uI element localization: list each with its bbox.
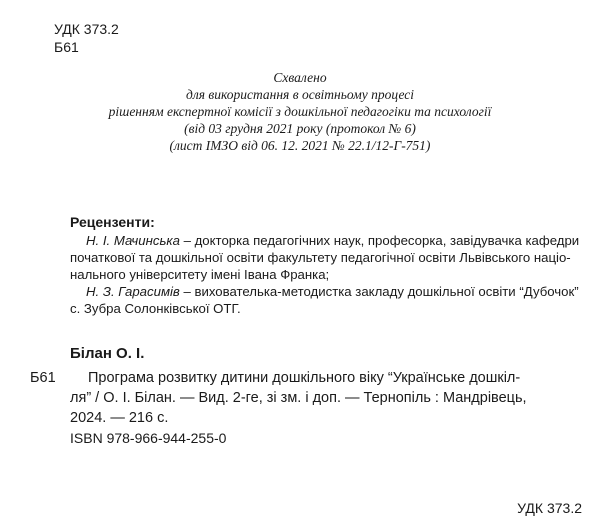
book-author: Білан О. І.	[70, 345, 145, 362]
reviewer-1-name: Н. І. Мачинська	[86, 233, 180, 248]
reviewer-2-line-1	[70, 283, 582, 300]
reviewer-1-title: – докторка педагогічних наук, професорка, завідувачка кафедри	[179, 233, 580, 248]
reviewer-2-name: Н. З. Гарасимів	[86, 284, 180, 299]
book-catalog-index: Б61	[30, 370, 56, 386]
biblio-line-2: ля” / О. І. Білан. — Вид. 2-ге, зі зм. і доп. — Тернопіль : Мандрівець,	[70, 390, 527, 406]
catalog-index: Б61	[54, 39, 79, 55]
reviewer-1-line-1	[70, 232, 582, 249]
isbn: ISBN 978-966-944-255-0	[70, 430, 227, 446]
approval-line-4: (від 03 грудня 2021 року (протокол № 6)	[184, 121, 416, 136]
udk-header	[54, 20, 119, 56]
reviewer-1-line-3: нального університету імені Івана Франка;	[70, 267, 330, 282]
approval-line-3: рішенням експертної комісії з дошкільної педагогіки та психології	[108, 104, 492, 119]
reviewers-block	[70, 232, 582, 317]
bibliographic-description	[70, 368, 590, 428]
reviewers-title: Рецензенти:	[70, 214, 155, 230]
biblio-line-1: Програма розвитку дитини дошкільного віку “Українське дошкіл-	[88, 370, 521, 386]
biblio-line-3: 2024. — 216 с.	[70, 410, 169, 426]
approval-line-5: (лист ІМЗО від 06. 12. 2021 № 22.1/12-Г-751)	[169, 138, 431, 153]
reviewer-1-line-2: початкової та дошкільної освіти факультету педагогічної освіти Львівського націо-	[70, 250, 571, 265]
approval-block	[0, 69, 600, 154]
udk-footer: УДК 373.2	[517, 500, 582, 516]
udk-code: УДК 373.2	[54, 21, 119, 37]
reviewer-2-title: – вихователька-методистка закладу дошкільної освіти “Дубочок”	[179, 284, 579, 299]
reviewer-2-line-2: с. Зубра Солонківської ОТГ.	[70, 301, 241, 316]
approval-line-2: для використання в освітньому процесі	[185, 87, 415, 102]
approval-line-1: Схвалено	[273, 70, 327, 85]
